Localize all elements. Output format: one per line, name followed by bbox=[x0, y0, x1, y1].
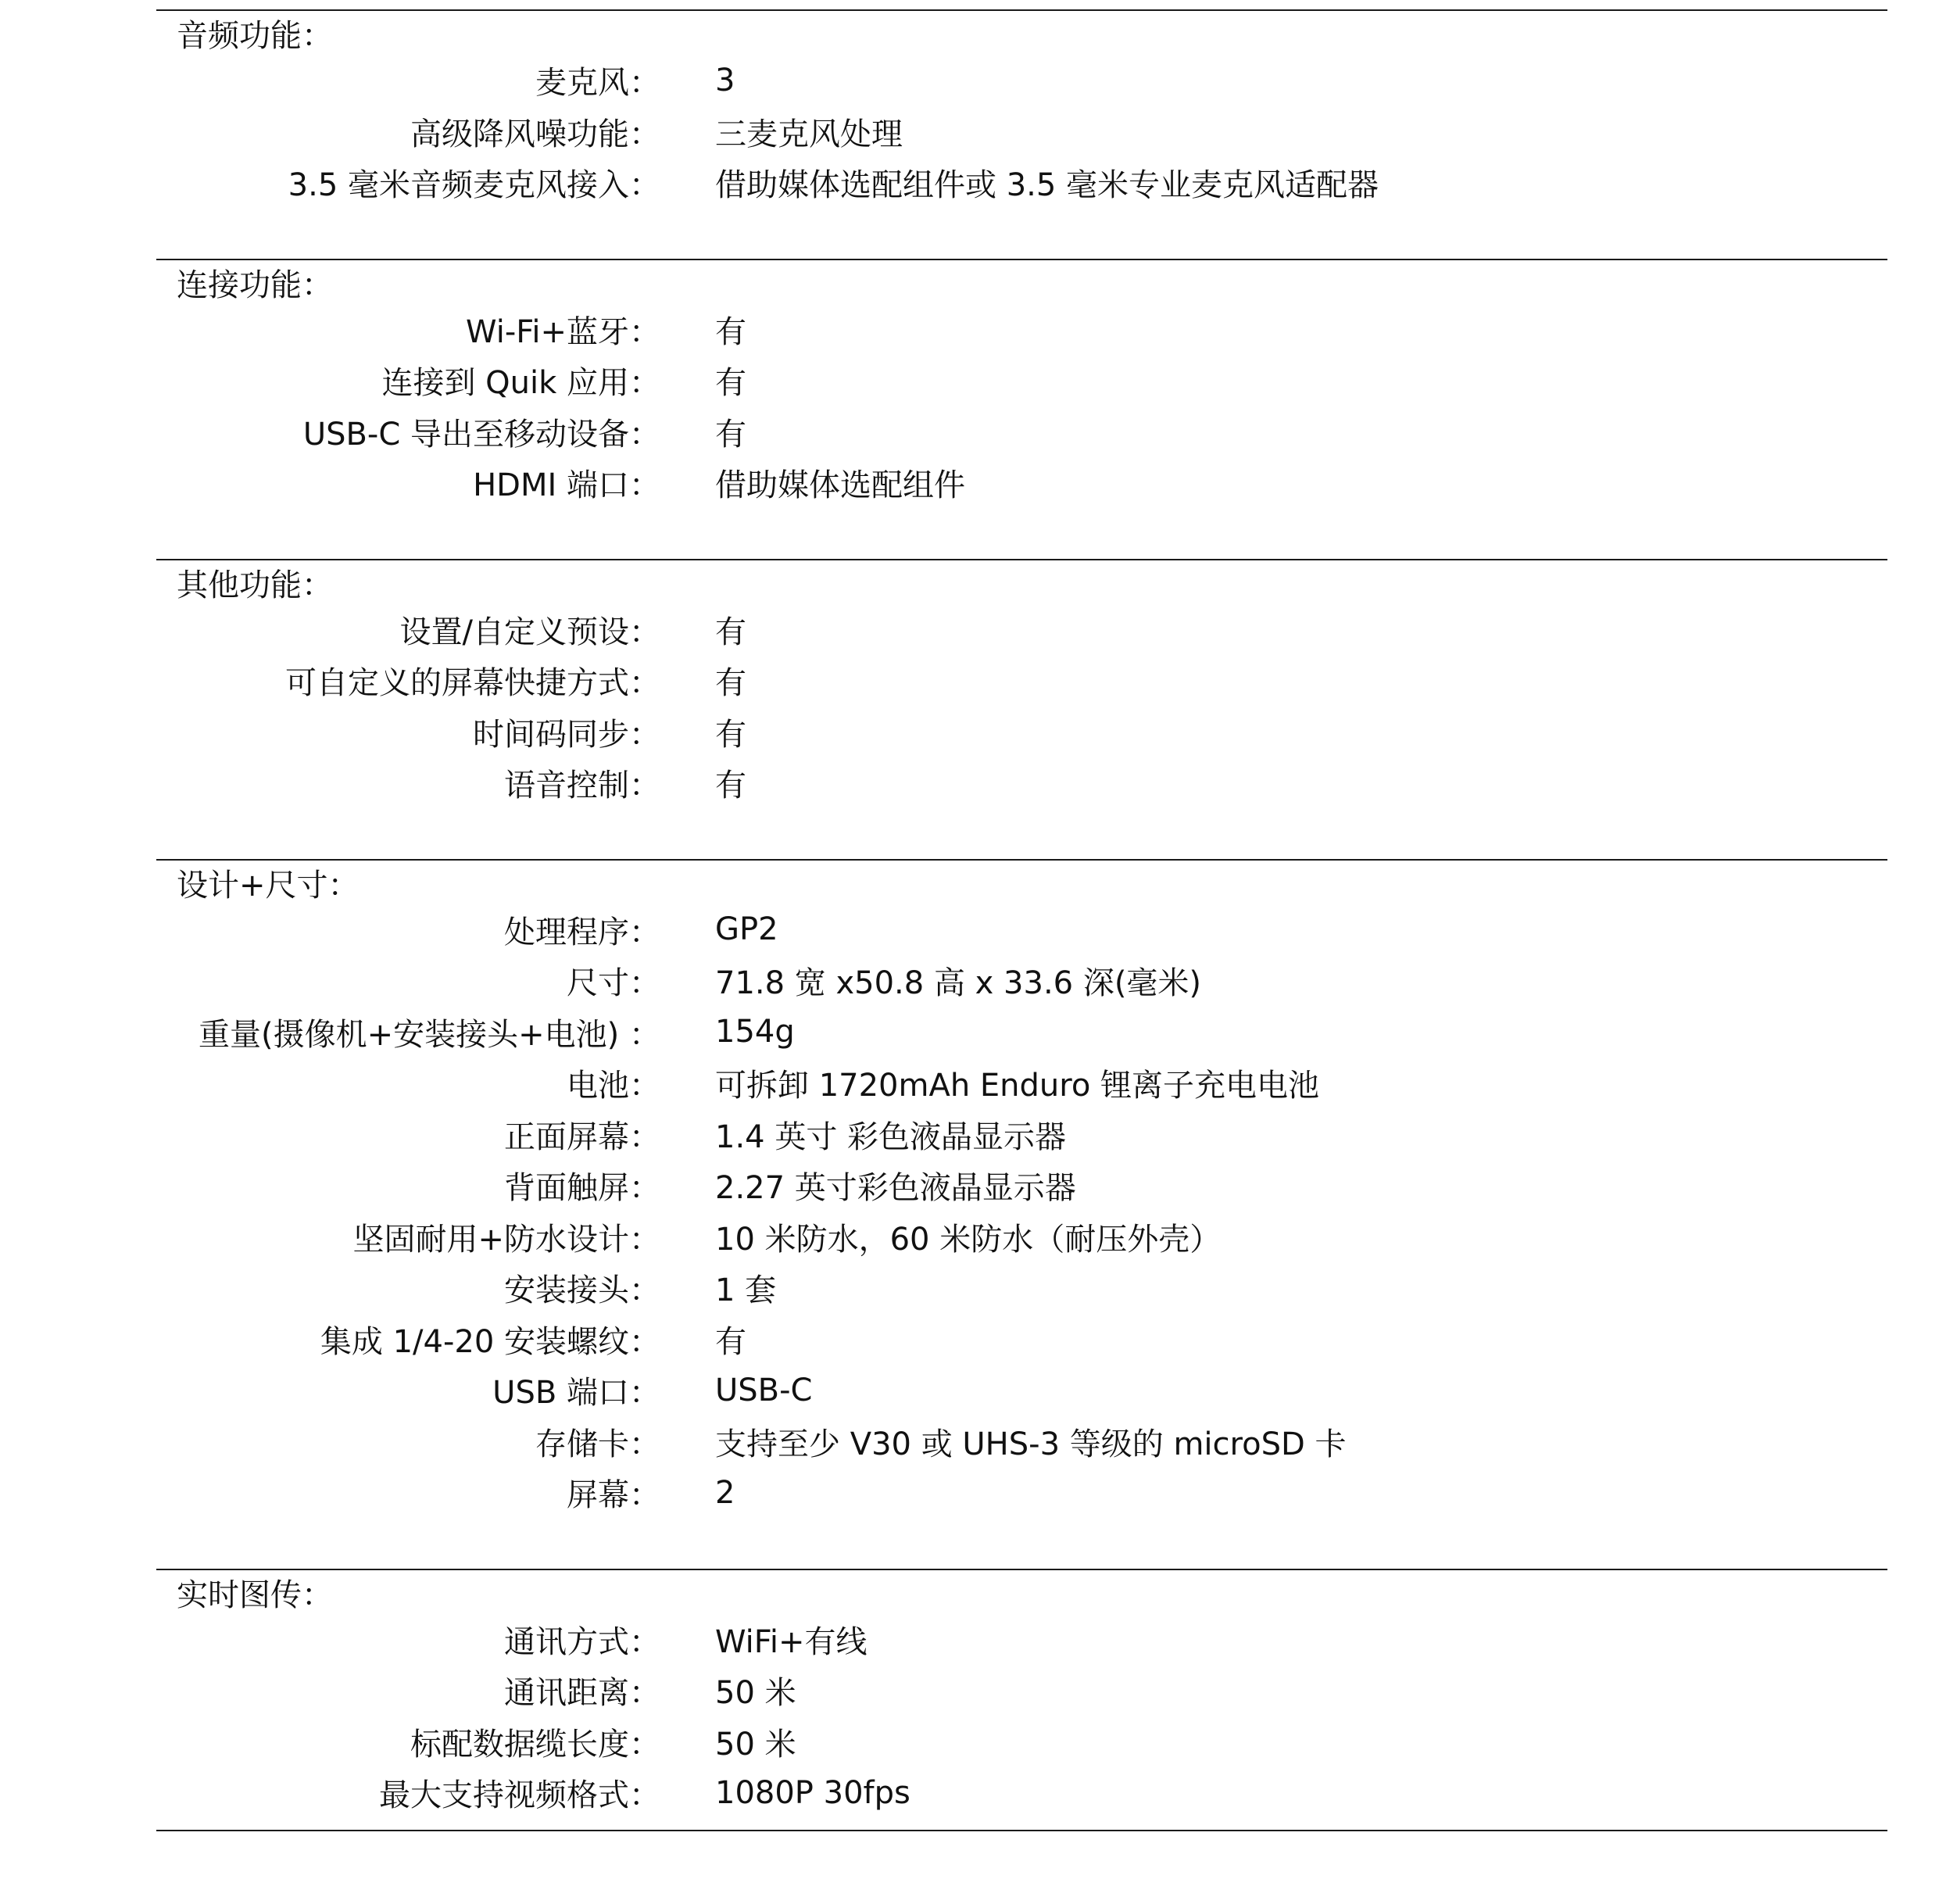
spec-row bbox=[156, 55, 1887, 106]
spec-label: 安装接头： bbox=[504, 1272, 660, 1309]
spec-row bbox=[156, 106, 1887, 158]
spec-row bbox=[156, 406, 1887, 458]
spec-row bbox=[156, 1262, 1887, 1314]
spec-row bbox=[156, 457, 1887, 509]
spec-row bbox=[156, 1314, 1887, 1365]
spec-row bbox=[156, 355, 1887, 406]
spec-row bbox=[156, 655, 1887, 707]
spec-label: 标配数据缆长度： bbox=[410, 1726, 660, 1763]
spec-value: 154g bbox=[715, 1014, 795, 1050]
spec-label: 通讯方式： bbox=[504, 1623, 660, 1660]
spec-value: 有 bbox=[715, 614, 746, 650]
spec-value: 借助媒体选配组件 bbox=[715, 467, 965, 504]
spec-label: 3.5 毫米音频麦克风接入： bbox=[288, 167, 660, 204]
spec-value: 支持至少 V30 或 UHS-3 等级的 microSD 卡 bbox=[715, 1426, 1347, 1462]
section-title: 实时图传： bbox=[177, 1577, 333, 1613]
spec-row bbox=[156, 1767, 1887, 1819]
spec-value: 1080P 30fps bbox=[715, 1774, 910, 1811]
spec-label: 处理程序： bbox=[504, 914, 660, 950]
spec-value: 有 bbox=[715, 416, 746, 453]
spec-row bbox=[156, 955, 1887, 1007]
spec-label: 背面触屏： bbox=[504, 1170, 660, 1207]
spec-label: 坚固耐用+防水设计： bbox=[352, 1221, 660, 1258]
spec-label: 通讯距离： bbox=[504, 1675, 660, 1712]
section-title: 音频功能： bbox=[177, 18, 333, 54]
spec-value: 有 bbox=[715, 716, 746, 753]
spec-label: HDMI 端口： bbox=[473, 467, 660, 504]
spec-label: 连接到 Quik 应用： bbox=[381, 365, 660, 402]
spec-row bbox=[156, 1211, 1887, 1263]
spec-row bbox=[156, 707, 1887, 758]
spec-row bbox=[156, 604, 1887, 656]
spec-label: 高级降风噪功能： bbox=[410, 116, 660, 152]
spec-value: 1.4 英寸 彩色液晶显示器 bbox=[715, 1118, 1067, 1155]
spec-label: 麦克风： bbox=[535, 65, 660, 102]
spec-label: 屏幕： bbox=[567, 1477, 660, 1514]
spec-document bbox=[156, 9, 1887, 1831]
spec-value: 50 米 bbox=[715, 1675, 796, 1712]
spec-label: 最大支持视频格式： bbox=[379, 1777, 660, 1814]
spec-value: 50 米 bbox=[715, 1726, 796, 1763]
spec-value: 10 米防水，60 米防水（耐压外壳） bbox=[715, 1221, 1222, 1258]
spec-value: 1 套 bbox=[715, 1272, 777, 1309]
spec-row bbox=[156, 1716, 1887, 1768]
section-title: 设计+尺寸： bbox=[177, 867, 360, 904]
spec-value: USB-C bbox=[715, 1372, 813, 1408]
spec-value: 有 bbox=[715, 1323, 746, 1360]
spec-value: 3 bbox=[715, 62, 735, 98]
spec-label: 重量(摄像机+安装接头+电池) ： bbox=[199, 1016, 660, 1053]
spec-row bbox=[156, 757, 1887, 809]
spec-label: 存储卡： bbox=[535, 1426, 660, 1462]
spec-row bbox=[156, 1365, 1887, 1416]
spec-value: 2.27 英寸彩色液晶显示器 bbox=[715, 1170, 1076, 1207]
spec-value: WiFi+有线 bbox=[715, 1623, 868, 1660]
spec-row bbox=[156, 1614, 1887, 1666]
spec-label: 电池： bbox=[567, 1068, 660, 1104]
spec-value: 2 bbox=[715, 1474, 735, 1511]
spec-label: 尺寸： bbox=[567, 965, 660, 1002]
spec-value: 可拆卸 1720mAh Enduro 锂离子充电电池 bbox=[715, 1068, 1320, 1104]
spec-label: USB 端口： bbox=[492, 1375, 660, 1412]
spec-label: USB-C 导出至移动设备： bbox=[302, 416, 660, 453]
section-connectivity bbox=[156, 259, 1887, 509]
bottom-rule bbox=[156, 1830, 1887, 1831]
spec-row bbox=[156, 304, 1887, 356]
spec-row bbox=[156, 157, 1887, 209]
spec-value: GP2 bbox=[715, 911, 778, 948]
spec-value: 有 bbox=[715, 313, 746, 350]
spec-label: 时间码同步： bbox=[473, 716, 660, 753]
spec-row bbox=[156, 1109, 1887, 1161]
section-title: 其他功能： bbox=[177, 567, 333, 603]
spec-row bbox=[156, 904, 1887, 956]
section-live-transmission bbox=[156, 1569, 1887, 1831]
spec-value: 有 bbox=[715, 768, 746, 804]
spec-value: 借助媒体选配组件或 3.5 毫米专业麦克风适配器 bbox=[715, 167, 1379, 204]
section-audio bbox=[156, 9, 1887, 209]
spec-row bbox=[156, 1416, 1887, 1468]
spec-row bbox=[156, 1665, 1887, 1716]
spec-row bbox=[156, 1467, 1887, 1519]
spec-value: 三麦克风处理 bbox=[715, 116, 903, 152]
spec-label: Wi-Fi+蓝牙： bbox=[466, 313, 660, 350]
spec-label: 语音控制： bbox=[504, 768, 660, 804]
spec-row bbox=[156, 1160, 1887, 1211]
spec-label: 集成 1/4-20 安装螺纹： bbox=[320, 1323, 660, 1360]
section-design-dimensions bbox=[156, 859, 1887, 1519]
spec-value: 71.8 宽 x50.8 高 x 33.6 深(毫米) bbox=[715, 965, 1202, 1002]
section-title: 连接功能： bbox=[177, 267, 333, 303]
spec-row bbox=[156, 1007, 1887, 1058]
spec-label: 可自定义的屏幕快捷方式： bbox=[285, 665, 660, 702]
spec-value: 有 bbox=[715, 365, 746, 402]
spec-label: 正面屏幕： bbox=[504, 1118, 660, 1155]
section-other bbox=[156, 559, 1887, 809]
spec-row bbox=[156, 1058, 1887, 1109]
spec-label: 设置/自定义预设： bbox=[399, 614, 660, 650]
spec-value: 有 bbox=[715, 665, 746, 702]
